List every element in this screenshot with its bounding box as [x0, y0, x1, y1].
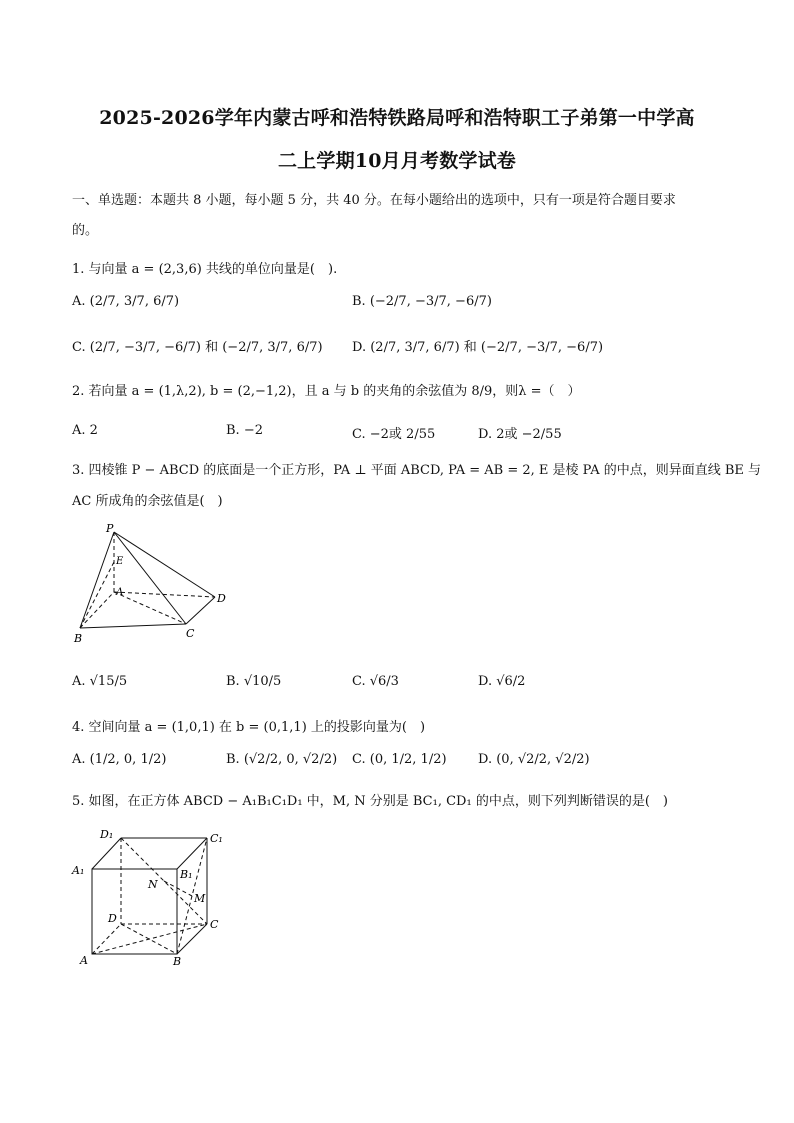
- fig-label-d: D: [217, 592, 226, 605]
- q2-option-a: A. 2: [72, 423, 98, 438]
- fig-label-p: P: [106, 522, 114, 535]
- fig-label-b: B: [74, 632, 83, 645]
- q2-stem: 2. 若向量 a = (1,λ,2), b = (2,−1,2)，且 a 与 b 的夹角的余弦值为 8/9，则λ =（ ）: [72, 384, 581, 399]
- fig-label-c: C: [186, 627, 195, 640]
- cube-figure: [70, 822, 230, 970]
- fig-label-e: E: [116, 556, 124, 567]
- q3-option-a: A. √15/5: [72, 674, 128, 689]
- q1-option-a: A. (2/7, 3/7, 6/7): [72, 294, 180, 309]
- q3-option-d: D. √6/2: [478, 674, 526, 689]
- q3-stem-line1: 3. 四棱锥 P − ABCD 的底面是一个正方形，PA ⊥ 平面 ABCD, PA = AB = 2, E 是棱 PA 的中点，则异面直线 BE 与: [72, 463, 762, 478]
- fig-label-n: N: [148, 878, 158, 891]
- exam-title-line1: 2025-2026学年内蒙古呼和浩特铁路局呼和浩特职工子弟第一中学高: [99, 107, 695, 129]
- fig-label-a: A: [116, 587, 124, 598]
- fig-label-d: D: [108, 912, 117, 925]
- q4-option-c: C. (0, 1/2, 1/2): [352, 752, 447, 767]
- q1-stem: 1. 与向量 a = (2,3,6) 共线的单位向量是( ).: [72, 262, 338, 277]
- fig-label-m: M: [194, 892, 206, 905]
- fig-label-a: A: [80, 954, 88, 967]
- q3-stem-line2: AC 所成角的余弦值是( ): [72, 494, 223, 509]
- pyramid-figure: [70, 522, 240, 647]
- fig-label-b1: B₁: [180, 868, 193, 881]
- fig-label-c1: C₁: [210, 832, 223, 845]
- q1-option-d: D. (2/7, 3/7, 6/7) 和 (−2/7, −3/7, −6/7): [352, 340, 604, 355]
- q2-option-b: B. −2: [226, 423, 263, 438]
- section-instructions-line1: 一、单选题：本题共 8 小题，每小题 5 分，共 40 分。在每小题给出的选项中，只有一项是符合题目要求: [72, 193, 676, 208]
- q4-option-a: A. (1/2, 0, 1/2): [72, 752, 167, 767]
- q3-option-b: B. √10/5: [226, 674, 282, 689]
- q1-option-b: B. (−2/7, −3/7, −6/7): [352, 294, 492, 309]
- fig-label-c: C: [210, 918, 219, 931]
- exam-title-line2: 二上学期10月月考数学试卷: [277, 150, 517, 172]
- q4-option-d: D. (0, √2/2, √2/2): [478, 752, 590, 767]
- q4-option-b: B. (√2/2, 0, √2/2): [226, 752, 338, 767]
- fig-label-d1: D₁: [100, 828, 114, 841]
- q2-option-d: D. 2或 −2/55: [478, 427, 562, 442]
- fig-label-b: B: [173, 955, 182, 968]
- q2-option-c: C. −2或 2/55: [352, 427, 436, 442]
- q4-stem: 4. 空间向量 a = (1,0,1) 在 b = (0,1,1) 上的投影向量为( ): [72, 720, 426, 735]
- q3-option-c: C. √6/3: [352, 674, 399, 689]
- q5-stem: 5. 如图，在正方体 ABCD − A₁B₁C₁D₁ 中，M, N 分别是 BC₁, CD₁ 的中点，则下列判断错误的是( ): [72, 794, 668, 809]
- q1-option-c: C. (2/7, −3/7, −6/7) 和 (−2/7, 3/7, 6/7): [72, 340, 323, 355]
- section-instructions-line2: 的。: [72, 223, 99, 238]
- fig-label-a1: A₁: [72, 864, 85, 877]
